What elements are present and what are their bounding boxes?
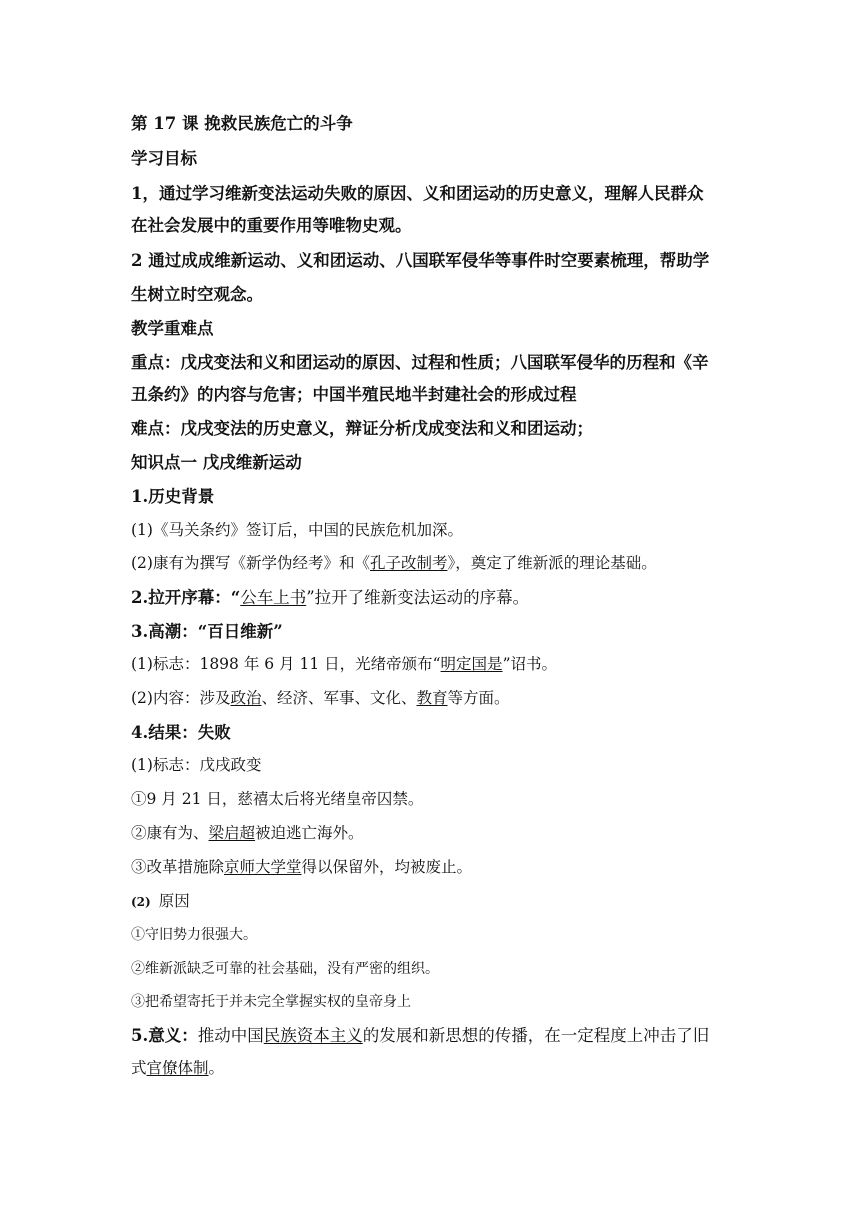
underlined-term: 明定国是 — [440, 655, 503, 673]
underlined-term: 民族资本主义 — [263, 1026, 363, 1045]
result-circle-2 — [131, 821, 364, 843]
lesson-title: 第 17 课 挽救民族危亡的斗争 — [131, 114, 353, 133]
text-segment: ”拉开了维新变法运动的序幕。 — [306, 588, 530, 607]
cause-item-1: ①守旧势力很强大。 — [131, 927, 257, 943]
cause-heading — [131, 889, 190, 911]
underlined-term: 教育 — [416, 689, 448, 707]
text-segment: 推动中国 — [197, 1026, 264, 1045]
objective-2-line-1: 2 通过成成维新运动、义和团运动、八国联军侵华等事件时空要素梳理，帮助学 — [131, 251, 710, 270]
key-points-line-2: 丑条约》的内容与危害；中国半殖民地半封建社会的形成过程 — [131, 385, 577, 404]
climax-heading: 3.高潮：“百日维新” — [131, 622, 283, 641]
cause-item-3: ③把希望寄托于并未完全掌握实权的皇帝身上 — [131, 994, 411, 1010]
text-segment: 、经济、军事、文化、 — [261, 689, 417, 707]
climax-item-2 — [131, 686, 510, 708]
text-segment: (2)内容：涉及 — [131, 689, 231, 707]
underlined-term: 政治 — [230, 689, 262, 707]
text-segment: 等方面。 — [447, 689, 510, 707]
underlined-term: 京师大学堂 — [224, 858, 302, 876]
background-item-2 — [131, 551, 657, 573]
result-heading: 4.结果：失败 — [131, 723, 231, 742]
significance-label: 5.意义： — [131, 1026, 198, 1045]
underlined-term: 公车上书 — [240, 588, 307, 607]
underlined-term: 梁启超 — [208, 824, 256, 842]
text-segment: 的发展和新思想的传播，在一定程度上冲击了旧 — [362, 1026, 710, 1045]
climax-item-1 — [131, 652, 557, 674]
underlined-term: 孔子改制考 — [369, 554, 448, 572]
difficulty-heading: 教学重难点 — [131, 319, 214, 338]
text-segment: 》，奠定了维新派的理论基础。 — [447, 554, 657, 572]
text-segment: (2)康有为撰写《新学伪经考》和《 — [131, 554, 370, 572]
underlined-term: 官僚体制 — [146, 1059, 209, 1077]
text-segment: 式 — [131, 1059, 147, 1077]
text-segment: 被迫逃亡海外。 — [255, 824, 364, 842]
significance-line-1 — [131, 1022, 709, 1046]
text-segment: ③改革措施除 — [131, 858, 225, 876]
key-points-line-1: 重点：戊戌变法和义和团运动的原因、过程和性质；八国联军侵华的历程和《辛 — [131, 353, 709, 372]
background-item-1: (1)《马关条约》签订后，中国的民族危机加深。 — [131, 521, 463, 539]
objectives-heading: 学习目标 — [131, 149, 197, 168]
prelude-heading — [131, 584, 529, 608]
result-circle-3 — [131, 855, 472, 877]
text-segment: 2.拉开序幕：“ — [131, 588, 241, 607]
text-segment: 得以保留外，均被废止。 — [301, 858, 473, 876]
objective-1-line-2: 在社会发展中的重要作用等唯物史观。 — [131, 216, 412, 235]
cause-label: 原因 — [158, 892, 190, 910]
knowledge-point-1-heading: 知识点一 戊戌维新运动 — [131, 453, 302, 472]
background-heading: 1.历史背景 — [131, 487, 215, 506]
cause-item-2: ②维新派缺乏可靠的社会基础，没有严密的组织。 — [131, 961, 439, 977]
difficult-points: 难点：戊戌变法的历史意义，辩证分析戊成变法和义和团运动； — [131, 419, 593, 438]
result-item-1: (1)标志：戊戌政变 — [131, 756, 262, 774]
objective-1-line-1: 1，通过学习维新变法运动失败的原因、义和团运动的历史意义，理解人民群众 — [131, 184, 704, 203]
text-segment: (1)标志：1898 年 6 月 11 日，光绪帝颁布“ — [131, 655, 441, 673]
text-segment: 。 — [208, 1059, 225, 1077]
result-circle-1: ①9 月 21 日，慈禧太后将光绪皇帝囚禁。 — [131, 790, 424, 808]
objective-2-line-2: 生树立时空观念。 — [131, 285, 263, 304]
text-segment: ”诏书。 — [502, 655, 557, 673]
significance-line-2 — [131, 1056, 224, 1078]
text-segment: ②康有为、 — [131, 824, 209, 842]
cause-number: (2) — [131, 895, 151, 909]
